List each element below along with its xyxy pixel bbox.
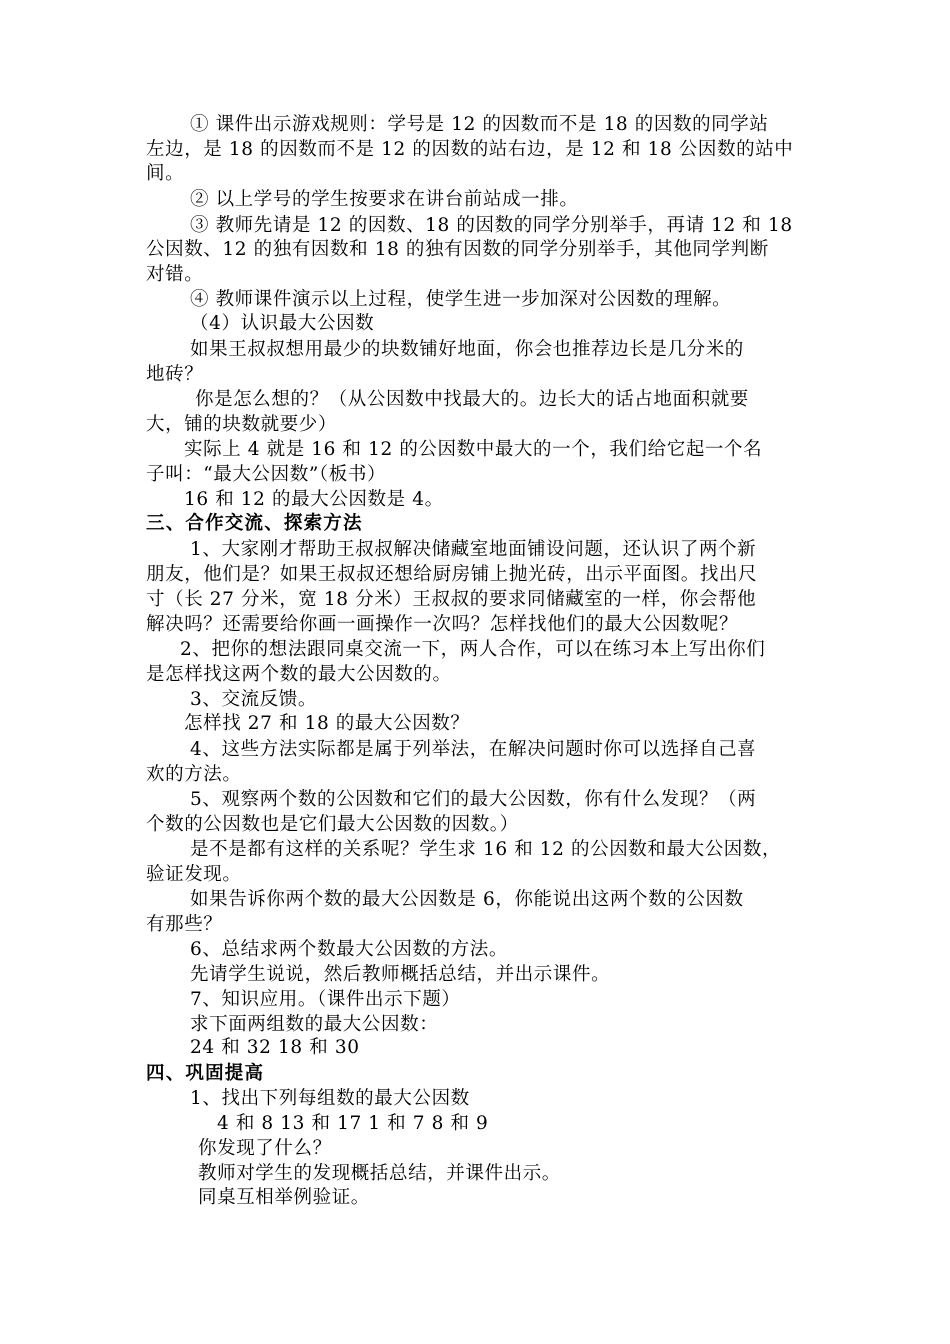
text-line: 6、总结求两个数最大公因数的方法。 [190, 939, 508, 960]
text-line: 朋友，他们是？如果王叔叔还想给厨房铺上抛光砖，出示平面图。找出尺 [146, 564, 758, 585]
text-line: 24 和 32 18 和 30 [190, 1037, 360, 1058]
text-line: 公因数、12 的独有因数和 18 的独有因数的同学分别举手，其他同学判断 [146, 239, 769, 260]
section-heading: 四、巩固提高 [146, 1063, 265, 1084]
text-line: 16 和 12 的最大公因数是 4。 [184, 489, 444, 510]
text-line: 3、交流反馈。 [190, 689, 317, 710]
text-line: 解决吗？还需要给你画一画操作一次吗？怎样找他们的最大公因数呢？ [146, 614, 739, 635]
text-line: （4）认识最大公因数 [190, 313, 375, 334]
text-line: 先请学生说说，然后教师概括总结，并出示课件。 [190, 964, 611, 985]
text-line: 有那些？ [146, 914, 223, 935]
text-line: 验证发现。 [146, 864, 242, 885]
text-line: 怎样找 27 和 18 的最大公因数？ [184, 713, 470, 734]
text-line: 寸（长 27 分米，宽 18 分米）王叔叔的要求同储藏室的一样，你会帮他 [146, 589, 757, 610]
text-line: 你是怎么想的？（从公因数中找最大的。边长大的话占地面积就要 [195, 389, 749, 410]
text-line: 求下面两组数的最大公因数： [190, 1014, 439, 1035]
text-line: 个数的公因数也是它们最大公因数的因数。） [146, 814, 519, 835]
text-line: 1、大家刚才帮助王叔叔解决储藏室地面铺设问题，还认识了两个新 [190, 539, 757, 560]
text-line: ④ 教师课件演示以上过程，使学生进一步加深对公因数的理解。 [190, 289, 732, 310]
text-line: ② 以上学号的学生按要求在讲台前站成一排。 [190, 189, 579, 210]
text-line: 同桌互相举例验证。 [198, 1187, 370, 1208]
text-line: ① 课件出示游戏规则：学号是 12 的因数而不是 18 的因数的同学站 [190, 114, 769, 135]
text-line: 2、把你的想法跟同桌交流一下，两人合作，可以在练习本上写出你们 [180, 639, 766, 660]
text-line: 4、这些方法实际都是属于列举法，在解决问题时你可以选择自己喜 [190, 739, 757, 760]
text-line: 1、找出下列每组数的最大公因数 [190, 1088, 470, 1109]
text-line: 地砖？ [146, 364, 204, 385]
text-line: 4 和 8 13 和 17 1 和 7 8 和 9 [217, 1113, 489, 1134]
section-heading: 三、合作交流、探索方法 [146, 513, 363, 534]
text-line: 对错。 [146, 264, 204, 285]
text-line: 7、知识应用。（课件出示下题） [190, 989, 461, 1010]
text-line: 是不是都有这样的关系呢？学生求 16 和 12 的公因数和最大公因数， [190, 839, 782, 860]
text-line: 5、观察两个数的公因数和它们的最大公因数，你有什么发现？（两 [190, 789, 757, 810]
text-line: 你发现了什么？ [198, 1138, 332, 1159]
text-line: ③ 教师先请是 12 的因数、18 的因数的同学分别举手，再请 12 和 18 [190, 215, 793, 236]
text-line: 欢的方法。 [146, 764, 242, 785]
text-line: 间。 [146, 163, 185, 184]
text-line: 教师对学生的发现概括总结，并课件出示。 [198, 1163, 561, 1184]
text-line: 如果王叔叔想用最少的块数铺好地面，你会也推荐边长是几分米的 [190, 339, 744, 360]
text-line: 是怎样找这两个数的最大公因数的。 [146, 664, 452, 685]
text-line: 左边，是 18 的因数而不是 12 的因数的站右边，是 12 和 18 公因数的站中 [146, 139, 794, 160]
text-line: 大，铺的块数就要少） [146, 414, 338, 435]
text-line: 如果告诉你两个数的最大公因数是 6，你能说出这两个数的公因数 [190, 889, 744, 910]
text-line: 实际上 4 就是 16 和 12 的公因数中最大的一个，我们给它起一个名 [184, 439, 763, 460]
text-line: 子叫：“最大公因数”（板书） [146, 464, 387, 485]
